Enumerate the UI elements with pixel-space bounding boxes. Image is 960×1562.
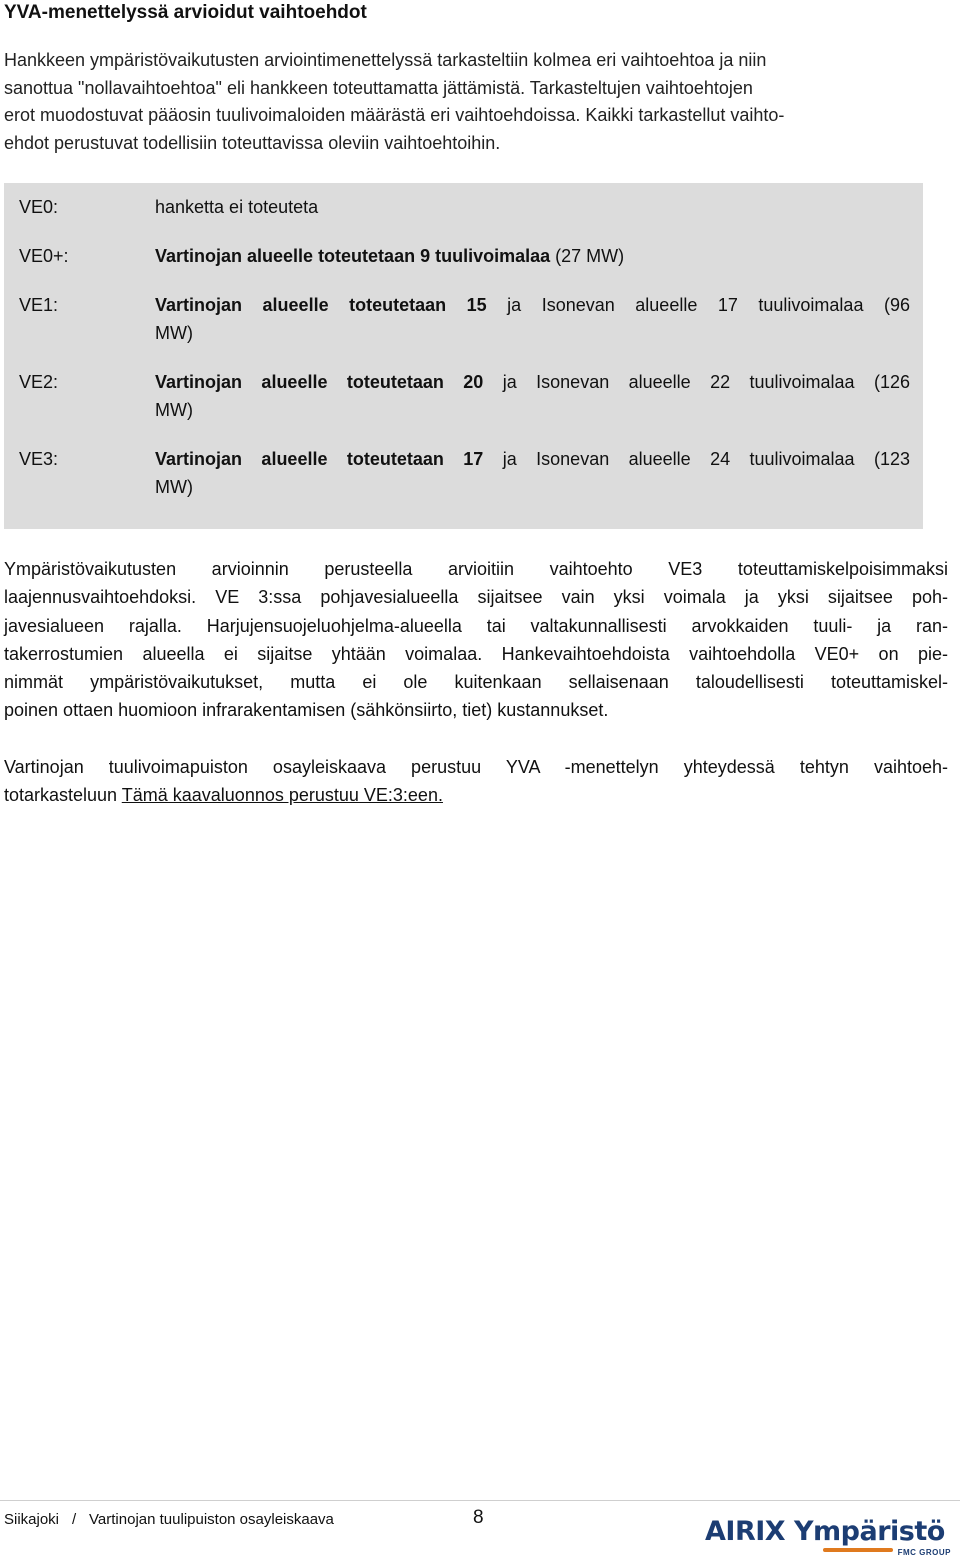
alternative-description	[155, 368, 910, 424]
footer-divider	[0, 1500, 960, 1501]
section-heading: YVA-menettelyssä arvioidut vaihtoehdot	[4, 2, 367, 23]
alternative-description	[155, 445, 910, 501]
logo-wordmark: AIRIX Ympäristö	[705, 1516, 945, 1547]
alternative-description	[155, 242, 910, 270]
conclusion-line: javesialueen rajalla. Harjujensuojeluohjelma-alueella tai valtakunnallisesti arvokkaiden tuuli- ja ran-	[4, 615, 948, 636]
final-plain-text: totarkasteluun	[4, 785, 122, 806]
company-logo	[705, 1516, 955, 1558]
alternative-rest-text: ja Isonevan alueelle 24 tuulivoimalaa (123	[483, 449, 911, 469]
conclusion-line: poinen ottaen huomioon infrarakentamisen (sähkönsiirto, tiet) kustannukset.	[4, 700, 609, 721]
intro-line: sanottua "nollavaihtoehtoa" eli hankkeen toteuttamatta jättämistä. Tarkasteltujen vaihtoehtojen	[4, 77, 753, 98]
alternative-rest-text: (27 MW)	[550, 246, 625, 266]
alternative-bold-text: Vartinojan alueelle toteutetaan 20	[155, 372, 484, 392]
conclusion-paragraph	[4, 555, 948, 725]
alternative-text-cont: MW)	[155, 400, 193, 420]
final-paragraph	[4, 753, 948, 810]
alternative-text	[155, 291, 910, 319]
conclusion-line: nimmät ympäristövaikutukset, mutta ei ole kuitenkaan sellaisenaan taloudellisesti toteuttamiskel-	[4, 672, 948, 693]
conclusion-line: Ympäristövaikutusten arvioinnin perusteella arvioitiin vaihtoehto VE3 toteuttamiskelpoisimmaksi	[4, 559, 948, 579]
logo-swoosh-icon	[823, 1548, 893, 1552]
alternative-rest-text: ja Isonevan alueelle 17 tuulivoimalaa (96	[486, 295, 910, 315]
final-underlined-text: Tämä kaavaluonnos perustuu VE:3:een.	[121, 785, 443, 806]
intro-line: ehdot perustuvat todellisiin toteuttavissa oleviin vaihtoehtoihin.	[4, 132, 501, 153]
footer-place: Siikajoki	[4, 1511, 60, 1528]
alternative-description	[155, 291, 910, 347]
footer-separator: /	[71, 1511, 77, 1528]
alternative-rest-text: ja Isonevan alueelle 22 tuulivoimalaa (126	[483, 372, 911, 392]
alternative-bold-text: Vartinojan alueelle toteutetaan 9 tuulivoimalaa	[155, 246, 551, 266]
alternatives-box	[4, 183, 923, 529]
alternative-text: hanketta ei toteuteta	[155, 197, 319, 217]
footer-document: Vartinojan tuulipuiston osayleiskaava	[89, 1511, 334, 1528]
conclusion-line: laajennusvaihtoehdoksi. VE 3:ssa pohjavesialueella sijaitsee vain yksi voimala ja yksi sijaitsee poh-	[4, 587, 948, 608]
alternative-code: VE1:	[19, 295, 59, 315]
alternative-bold-text: Vartinojan alueelle toteutetaan 17	[155, 449, 484, 469]
logo-subtext: FMC GROUP	[897, 1548, 951, 1557]
final-line: Vartinojan tuulivoimapuiston osayleiskaava perustuu YVA -menettelyn yhteydessä tehtyn vaihtoeh-	[4, 757, 948, 777]
intro-line: erot muodostuvat pääosin tuulivoimaloiden määrästä eri vaihtoehdoissa. Kaikki tarkastellut vaihto-	[4, 105, 785, 125]
intro-paragraph	[4, 47, 944, 157]
conclusion-line: takerrostumien alueella ei sijaitse yhtään voimalaa. Hankevaihtoehdoista vaihtoehdolla VE0+ on pie-	[4, 643, 948, 664]
final-line	[4, 781, 948, 809]
alternative-description	[155, 193, 910, 221]
alternative-text	[155, 242, 910, 270]
alternative-code: VE2:	[19, 372, 59, 392]
alternative-text	[155, 368, 910, 396]
alternative-code: VE0+:	[19, 246, 69, 266]
alternative-code: VE0:	[19, 197, 59, 217]
alternative-code: VE3:	[19, 449, 59, 469]
footer-caption	[4, 1510, 334, 1530]
alternative-text-cont: MW)	[155, 323, 193, 343]
alternative-text-cont: MW)	[155, 477, 193, 497]
page-number: 8	[473, 1507, 484, 1528]
intro-line: Hankkeen ympäristövaikutusten arviointimenettelyssä tarkasteltiin kolmea eri vaihtoehtoa ja niin	[4, 50, 767, 70]
alternative-bold-text: Vartinojan alueelle toteutetaan 15	[155, 295, 487, 315]
alternative-text	[155, 445, 910, 473]
